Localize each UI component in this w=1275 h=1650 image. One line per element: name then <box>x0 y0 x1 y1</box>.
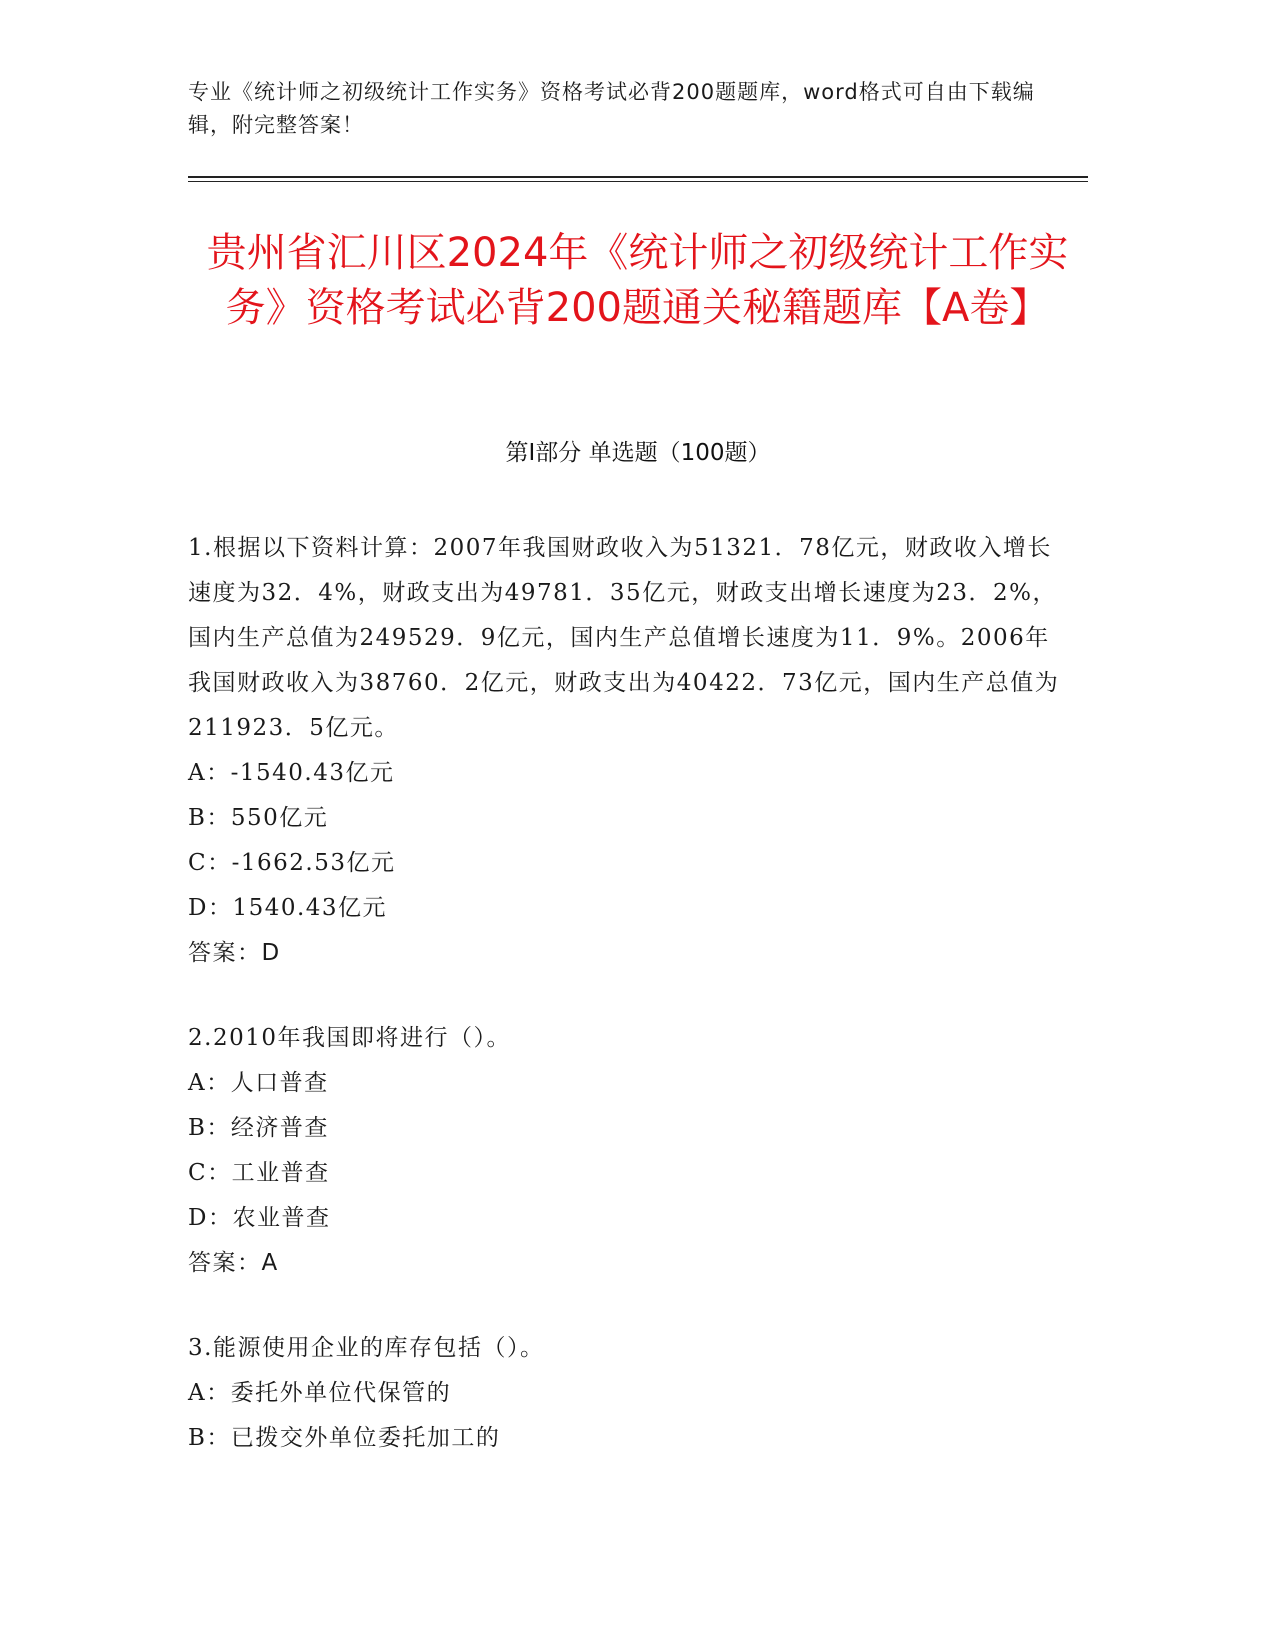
option-a: A：人口普查 <box>188 1070 329 1096</box>
answer-label: 答案：D <box>188 940 281 966</box>
option-c: C：-1662.53亿元 <box>188 850 396 876</box>
question-stem: 3.能源使用企业的库存包括（）。 <box>188 1335 545 1361</box>
option-b: B：550亿元 <box>188 805 329 831</box>
header-rule-thin <box>188 181 1088 182</box>
question-stem: 2.2010年我国即将进行（）。 <box>188 1025 511 1051</box>
question-3 <box>188 1326 1068 1461</box>
option-b: B：经济普查 <box>188 1115 329 1141</box>
option-d: D：农业普查 <box>188 1205 331 1231</box>
header-rule-thick <box>188 176 1088 178</box>
question-list <box>188 526 1068 1501</box>
question-1 <box>188 526 1068 976</box>
section-heading: 第Ⅰ部分 单选题（100题） <box>505 440 771 466</box>
header-note: 专业《统计师之初级统计工作实务》资格考试必背200题题库，word格式可自由下载编辑，附完整答案！ <box>188 80 1035 137</box>
option-a: A：委托外单位代保管的 <box>188 1380 452 1406</box>
option-b: B：已拨交外单位委托加工的 <box>188 1425 501 1451</box>
question-2 <box>188 1016 1068 1286</box>
option-c: C：工业普查 <box>188 1160 330 1186</box>
option-a: A：-1540.43亿元 <box>188 760 395 786</box>
question-stem: 1.根据以下资料计算：2007年我国财政收入为51321．78亿元，财政收入增长速度为32．4%，财政支出为49781．35亿元，财政支出增长速度为23．2%，国内生产总值为249529．9亿元，国内生产总值增长速度为11．9%。2006年我国财政收入为38760．2亿元，财政支出为40422．73亿元，国内生产总值为211923．5亿元。 <box>188 535 1060 741</box>
option-d: D：1540.43亿元 <box>188 895 388 921</box>
document-title: 贵州省汇川区2024年《统计师之初级统计工作实务》资格考试必背200题通关秘籍题库【A卷】 <box>206 230 1069 331</box>
answer-label: 答案：A <box>188 1250 279 1276</box>
